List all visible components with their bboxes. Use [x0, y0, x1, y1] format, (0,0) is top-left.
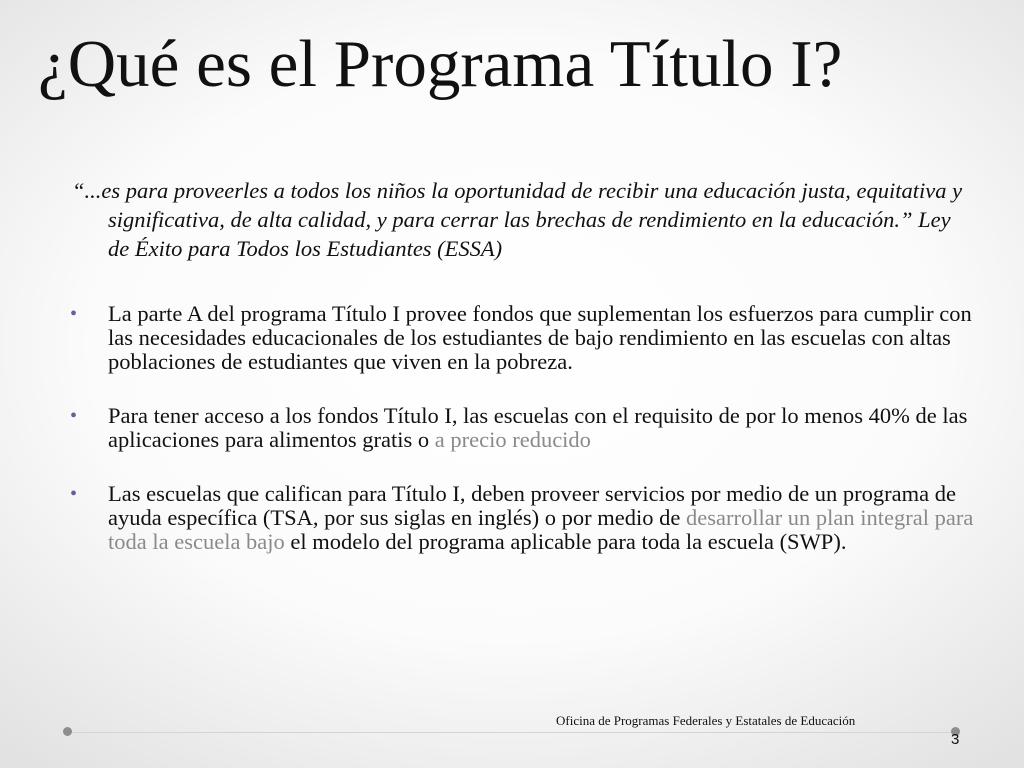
- decorative-dot-icon: [63, 727, 72, 736]
- footer-divider: [68, 732, 956, 733]
- page-number: 3: [951, 731, 960, 748]
- bullet-text: La parte A del programa Título I provee fondos que suplementan los esfuerzos para cumplir con las necesidades educacionales de los estudiantes de bajo rendimiento en las escuelas con altas poblaciones de estudiantes que viven en la pobreza.: [108, 301, 972, 374]
- bullet-list: [70, 302, 982, 584]
- bullet-text-muted: desarrollar un plan integral para toda la escuela bajo: [108, 505, 974, 554]
- bullet-text: Las escuelas que califican para Título I, deben proveer servicios por medio de un programa de ayuda específica (TSA, por sus siglas en inglés) o por medio de: [108, 481, 957, 530]
- bullet-text-after: el modelo del programa aplicable para toda la escuela (SWP).: [284, 529, 847, 554]
- bullet-icon: •: [70, 303, 78, 325]
- bullet-item-services: [70, 482, 982, 554]
- slide-title: ¿Qué es el Programa Título I?: [38, 27, 843, 101]
- bullet-icon: •: [70, 483, 78, 505]
- bullet-item-access: [70, 404, 982, 452]
- bullet-text-muted: a precio reducido: [429, 427, 591, 452]
- footer-text: Oficina de Programas Federales y Estatales de Educación: [556, 713, 856, 728]
- bullet-text: Para tener acceso a los fondos Título I, las escuelas con el requisito de por lo menos 40% de las aplicaciones para alimentos gratis o: [108, 403, 968, 452]
- bullet-item-part-a: [70, 302, 982, 374]
- bullet-icon: •: [70, 405, 78, 427]
- essa-quote: “...es para proveerles a todos los niños la oportunidad de recibir una educación justa, equitativa y significativa, de alta calidad, y para cerrar las brechas de rendimiento en la educación.” Ley de Éxito para Todos los Estudiantes (ESSA): [72, 178, 963, 261]
